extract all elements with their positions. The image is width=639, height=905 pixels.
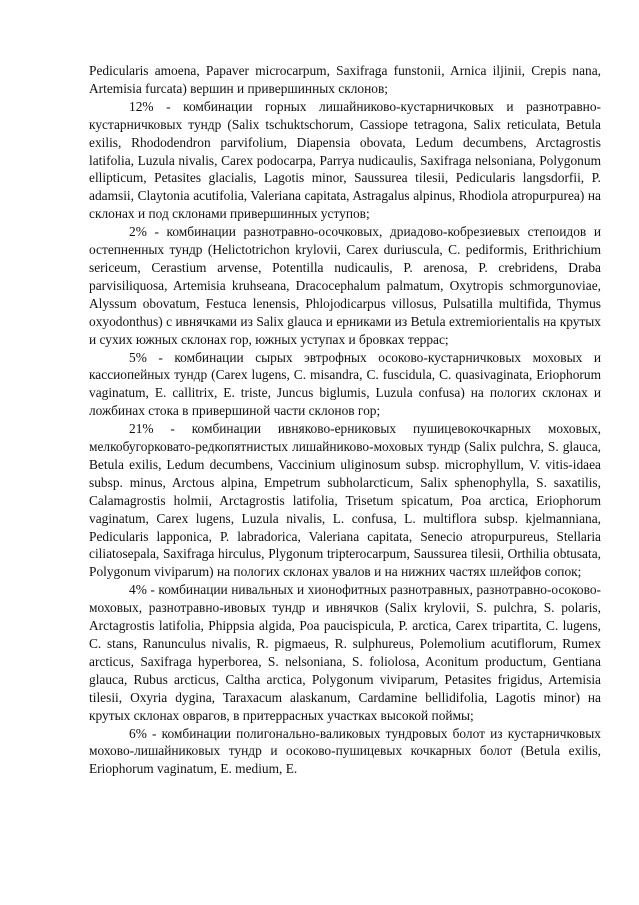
paragraph-6: 4% - комбинации нивальных и хионофитных разнотравных, разнотравно-осоково-моховых, разнотравно-ивовых тундр и ивнячков (Salix krylovii, S. pulchra, S. polaris, Arctagrostis latifolia, Phippsia algida, Poa paucispicula, P. arctica, Carex tripartita, C. lugens, C. stans, Ranunculus nivalis, R. pigmaeus, R. sulphureus, Polemolium acutiflorum, Rumex arcticus, Saxifraga hyperborea, S. nelsoniana, S. foliolosa, Aconitum productum, Gentiana glauca, Rubus arcticus, Caltha arctica, Polygonum viviparum, Petasites frigidus, Artemisia tilesii, Oxyria dygina, Taraxacum alaskanum, Cardamine bellidifolia, Lagotis minor) на крутых склонах оврагов, в притеррасных участках высокой поймы; xyxy=(89,582,601,723)
paragraph-5: 21% - комбинации ивняково-ерниковых пушицевокочкарных моховых, мелкобугорковато-редкопятнистых лишайниково-моховых тундр (Salix pulchra, S. glauca, Betula exilis, Ledum decumbens, Vaccinium uliginosum subsp. microphyllum, V. vitis-idaea subsp. minus, Arctous alpina, Empetrum subholarcticum, Salix sphenophylla, S. saxatilis, Calamagrostis holmii, Arctagrostis latifolia, Trisetum spicatum, Poa arctica, Eriophorum vaginatum, Carex lugens, Luzula nivalis, L. confusa, L. multiflora subsp. kjelmanniana, Pedicularis lapponica, P. labradorica, Valeriana capitata, Senecio atropurpureus, Stellaria ciliatosepala, Saxifraga hirculus, Plygonum tripterocarpum, Saussurea tilesii, Orthilia obtusata, Polygonum viviparum) на пологих склонах увалов и на нижних частях шлейфов сопок; xyxy=(89,421,601,580)
paragraph-3: 2% - комбинации разнотравно-осочковых, дриадово-кобрезиевых степоидов и остепненных тундр (Helictotrichon krylovii, Carex duriuscula, C. pediformis, Erithrichium sericeum, Cerastium arvense, Potentilla nudicaulis, P. arenosa, P. crebridens, Draba parvisiliquosa, Artemisia kruhseana, Dracocephalum palmatum, Oxytropis schmorgunoviae, Alyssum obovatum, Festuca lenensis, Phlojodicarpus villosus, Pulsatilla multifida, Thymus oxyodonthus) с ивнячками из Salix glauca и ерниками из Betula extremiorientalis на крутых и сухих южных склонах гор, южных уступах и бровках террас; xyxy=(89,224,601,347)
document-page xyxy=(89,62,601,778)
paragraph-1: Pedicularis amoena, Papaver microcarpum, Saxifraga funstonii, Arnica iljinii, Crepis nana, Artemisia furcata) вершин и привершинных склонов; xyxy=(89,63,601,96)
paragraph-4: 5% - комбинации сырых эвтрофных осоково-кустарничковых моховых и кассиопейных тундр (Carex lugens, C. misandra, C. fuscidula, C. quasivaginata, Eriophorum vaginatum, E. callitrix, E. triste, Juncus biglumis, Luzula confusa) на пологих склонах и ложбинах стока в привершиной части склонов гор; xyxy=(89,349,601,419)
paragraph-7: 6% - комбинации полигонально-валиковых тундровых болот из кустарничковых мохово-лишайниковых тундр и осоково-пушицевых кочкарных болот (Betula exilis, Eriophorum vaginatum, E. medium, E. xyxy=(89,725,601,777)
paragraph-2: 12% - комбинации горных лишайниково-кустарничковых и разнотравно-кустарничковых тундр (Salix tschuktschorum, Cassiope tetragona, Salix reticulata, Betula exilis, Rhododendron parvifolium, Diapensia obovata, Ledum decumbens, Arctagrostis latifolia, Luzula nivalis, Carex podocarpa, Parrya nudicaulis, Saxifraga nelsoniana, Polygonum ellipticum, Petasites glacialis, Lagotis minor, Saussurea tilesii, Pedicularis langsdorfii, P. adamsii, Claytonia acutifolia, Valeriana capitata, Astragalus alpinus, Rhodiola atropurpurea) на склонах и под склонами привершинных уступов; xyxy=(89,98,601,222)
